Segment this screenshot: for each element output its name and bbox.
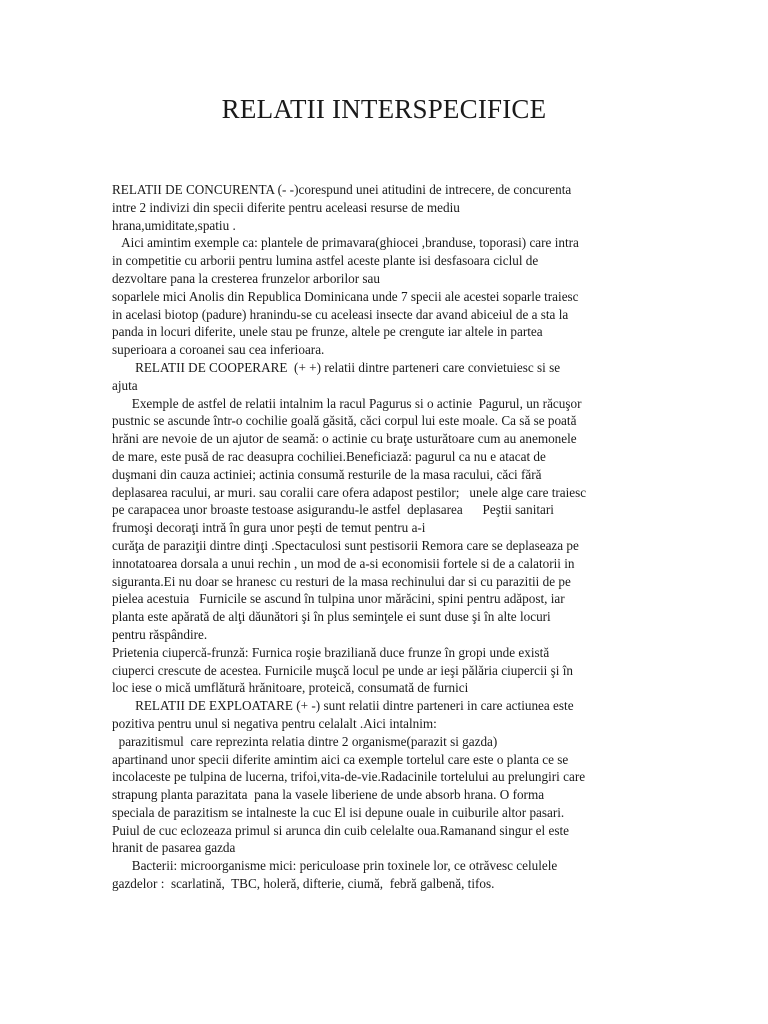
- body-line: soparlele mici Anolis din Republica Dominicana unde 7 specii ale acestei soparle traiesc: [112, 288, 579, 304]
- body-line: RELATII DE CONCURENTA (- -)corespund unei atitudini de intrecere, de concurenta: [112, 182, 572, 197]
- body-line: in acelasi biotop (padure) hranindu-se cu aceleasi insecte dar avand abiceiul de a sta la: [112, 306, 569, 322]
- body-line: curăţa de paraziţii dintre dinţi .Spectaculosi sunt pestisorii Remora care se deplaseaza pe: [112, 537, 579, 553]
- body-line: deplasarea racului, ar muri. sau coralii care ofera adapost pestilor; unele alge care traiesc: [112, 484, 587, 500]
- body-line: Exemple de astfel de relatii intalnim la racul Pagurus si o actinie Pagurul, un răcuşor: [112, 395, 582, 411]
- body-line: pielea acestuia Furnicile se ascund în tulpina unor mărăcini, spini pentru adăpost, iar: [112, 591, 565, 607]
- body-line: parazitismul care reprezinta relatia dintre 2 organisme(parazit si gazda): [112, 733, 498, 749]
- body-line: gazdelor : scarlatină, TBC, holeră, difterie, ciumă, febră galbenă, tifos.: [112, 876, 495, 892]
- body-line: pe carapacea unor broaste testoase asigurandu-le astfel deplasarea Peştii sanitari: [112, 502, 554, 518]
- body-line: pozitiva pentru unul si negativa pentru celalalt .Aici intalnim:: [112, 715, 437, 731]
- body-line: ciuperci crescute de acestea. Furnicile muşcă locul pe unde ar ieşi pălăria ciupercii şi în: [112, 662, 573, 678]
- body-line: superioara a coroanei sau cea inferioara.: [112, 342, 325, 358]
- body-line: pentru răspândire.: [112, 626, 208, 642]
- body-line: hrăni are nevoie de un ajutor de seamă: o actinie cu braţe usturătoare cum au anemonele: [112, 431, 577, 447]
- body-line: dezvoltare pana la cresterea frunzelor arborilor sau: [112, 270, 380, 286]
- body-line: hrana,umiditate,spatiu .: [112, 217, 236, 233]
- body-line: siguranta.Ei nu doar se hranesc cu resturi de la masa rechinului dar si cu parazitii de pe: [112, 573, 571, 589]
- body-line: de mare, este pusă de rac deasupra cochiliei.Beneficiază: pagurul ca nu e atacat de: [112, 448, 546, 464]
- body-line: apartinand unor specii diferite amintim aici ca exemple tortelul care este o planta ce se: [112, 751, 569, 767]
- body-line: RELATII DE EXPLOATARE (+ -) sunt relatii dintre parteneri in care actiunea este: [112, 698, 574, 714]
- body-line: Prietenia ciupercă-frunză: Furnica roşie braziliană duce frunze în gropi unde există: [112, 644, 550, 660]
- document-title: RELATII INTERSPECIFICE: [221, 94, 547, 124]
- body-line: speciala de parazitism se intalneste la cuc El isi depune ouale in cuiburile altor pasari.: [112, 804, 565, 820]
- document-body: [112, 181, 660, 893]
- body-line: Aici amintim exemple ca: plantele de primavara(ghiocei ,branduse, toporasi) care intra: [112, 235, 579, 251]
- body-line: Bacterii: microorganisme mici: periculoase prin toxinele lor, ce otrăvesc celulele: [112, 858, 558, 874]
- body-line: ajuta: [112, 377, 138, 393]
- body-line: pustnic se ascunde într-o cochilie goală găsită, căci corpul lui este moale. Ca să se poată: [112, 413, 577, 429]
- body-line: in competitie cu arborii pentru lumina astfel aceste plante isi desfasoara ciclul de: [112, 253, 539, 269]
- body-line: intre 2 indivizi din specii diferite pentru aceleasi resurse de mediu: [112, 199, 460, 215]
- body-line: loc iese o mică umflătură hrănitoare, proteică, consumată de furnici: [112, 680, 469, 696]
- body-line: strapung planta parazitata pana la vasele liberiene de unde absorb hrana. O forma: [112, 787, 545, 803]
- body-line: Puiul de cuc eclozeaza primul si arunca din cuib celelalte oua.Ramanand singur el este: [112, 822, 569, 838]
- body-line: duşmani din cauza actiniei; actinia consumă resturile de la masa racului, căci fără: [112, 466, 542, 482]
- body-line: planta este apărată de alţi dăunători şi în plus seminţele ei sunt duse şi în alte locuri: [112, 609, 551, 625]
- body-line: RELATII DE COOPERARE (+ +) relatii dintre parteneri care convietuiesc si se: [112, 359, 561, 375]
- body-line: innotatoarea dorsala a unui rechin , un mod de a-si economisii fortele si de a calatorii in: [112, 555, 575, 571]
- body-line: panda in locuri diferite, unele stau pe frunze, altele pe crengute iar altele in partea: [112, 324, 543, 340]
- body-line: hranit de pasarea gazda: [112, 840, 236, 856]
- body-line: incolaceste pe tulpina de lucerna, trifoi,vita-de-vie.Radacinile tortelului au prelungiri care: [112, 769, 586, 785]
- body-line: frumoşi decoraţi intră în gura unor peşti de temut pentru a-i: [112, 520, 426, 536]
